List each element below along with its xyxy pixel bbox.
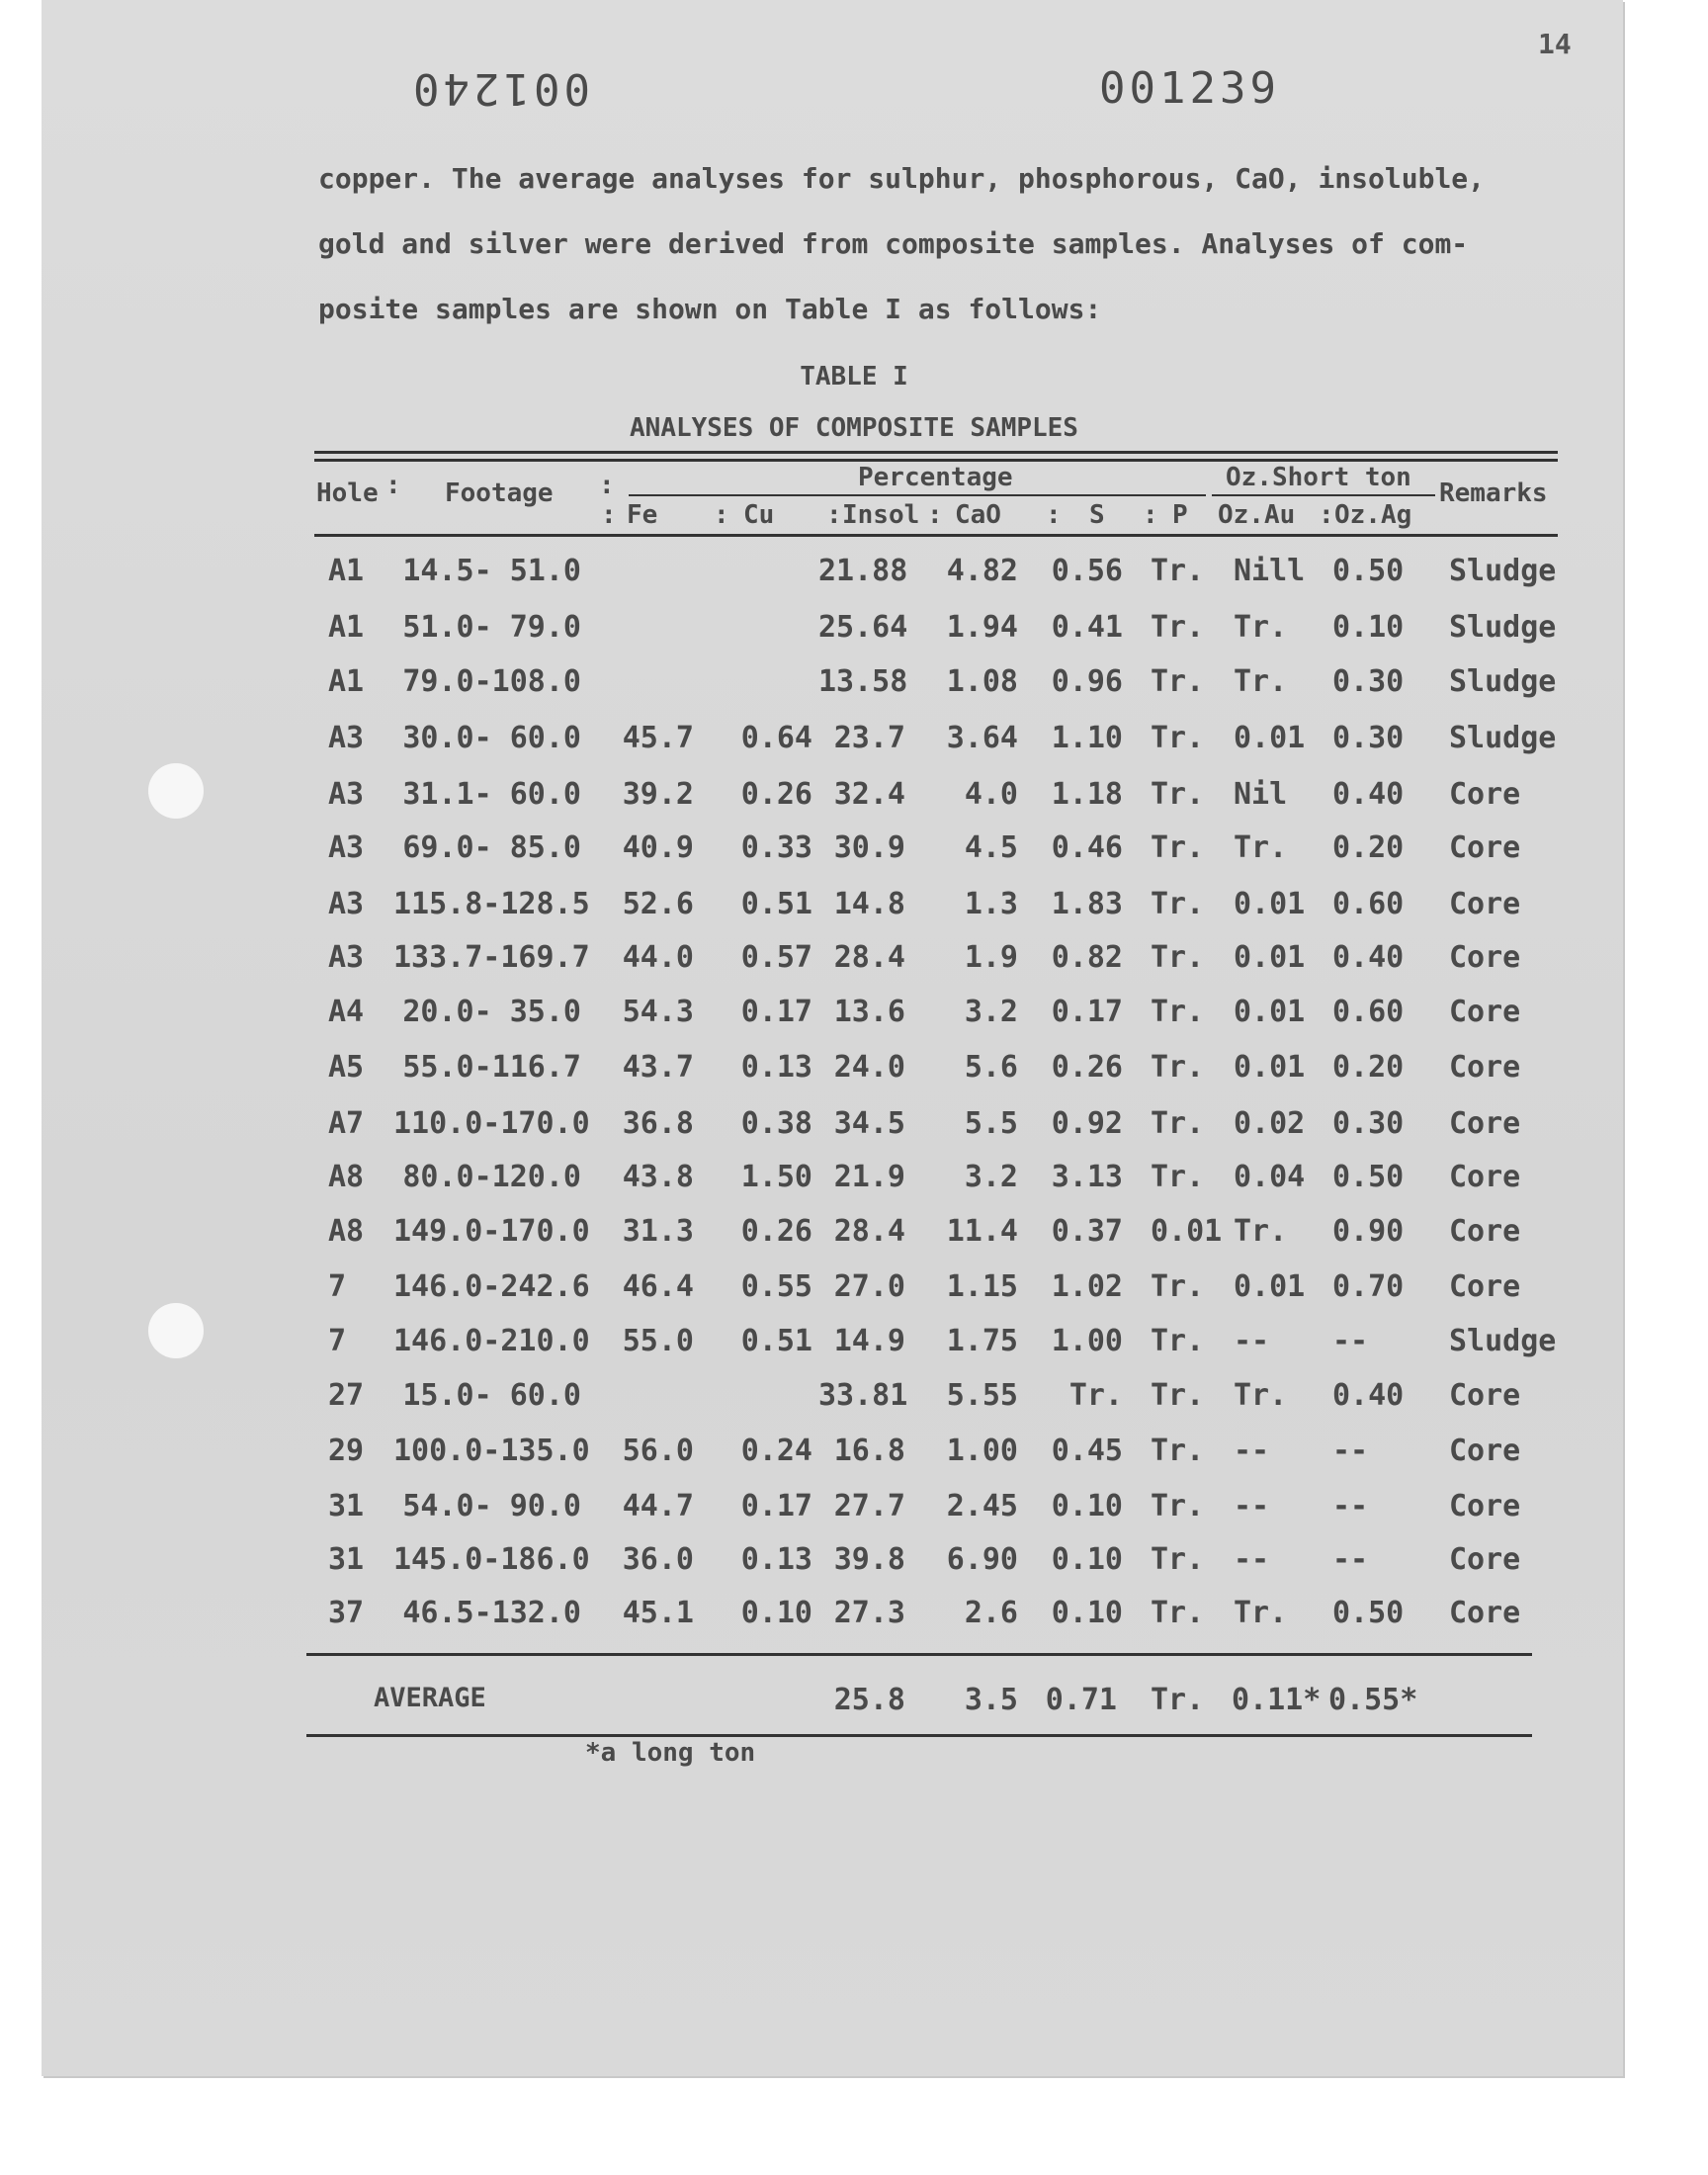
cell-footage: 79.0-108.0 (402, 664, 581, 699)
header-cu: Cu (743, 500, 775, 530)
cell-cu: 0.17 (740, 1489, 812, 1523)
cell-insol: 14.8 (833, 887, 905, 921)
cell-cao: 3.2 (964, 995, 1018, 1029)
cell-footage: 110.0-170.0 (393, 1106, 590, 1141)
cell-s: 0.92 (1051, 1106, 1123, 1141)
cell-p: Tr. (1151, 664, 1205, 699)
cell-remarks: Core (1449, 830, 1521, 865)
cell-oz-au: Nil (1234, 777, 1288, 812)
cell-oz-au: 0.01 (1234, 1269, 1306, 1304)
cell-cu: 0.13 (740, 1050, 812, 1085)
cell-s: 1.83 (1051, 887, 1123, 921)
cell-oz-au: Tr. (1234, 830, 1288, 865)
paragraph-line: posite samples are shown on Table I as follows: (318, 293, 1102, 325)
cell-fe: 36.0 (622, 1542, 694, 1577)
cell-remarks: Sludge (1449, 554, 1557, 588)
cell-p: Tr. (1151, 995, 1205, 1029)
cell-oz-ag: 0.30 (1332, 721, 1405, 755)
cell-p: Tr. (1151, 1050, 1205, 1085)
cell-oz-au: 0.01 (1234, 721, 1306, 755)
cell-cu: 0.51 (740, 1324, 812, 1358)
cell-cu: 0.57 (740, 940, 812, 975)
column-separator: : (1046, 500, 1062, 530)
column-separator: : (601, 500, 617, 530)
header-fe: Fe (627, 500, 658, 530)
cell-oz-ag: 0.60 (1332, 887, 1405, 921)
cell-insol: 16.8 (833, 1434, 905, 1468)
cell-remarks: Sludge (1449, 664, 1557, 699)
cell-remarks: Sludge (1449, 610, 1557, 645)
average-bottom-rule (306, 1734, 1532, 1737)
cell-oz-au: Tr. (1234, 1214, 1288, 1249)
header-oz-ag: Oz.Ag (1334, 500, 1412, 530)
cell-oz-ag: 0.30 (1332, 1106, 1405, 1141)
cell-insol: 28.4 (833, 940, 905, 975)
cell-remarks: Core (1449, 1214, 1521, 1249)
cell-footage: 115.8-128.5 (393, 887, 590, 921)
cell-fe: 44.7 (622, 1489, 694, 1523)
average-label: AVERAGE (374, 1683, 486, 1713)
cell-p: Tr. (1151, 940, 1205, 975)
cell-hole: A3 (328, 777, 365, 812)
cell-footage: 100.0-135.0 (393, 1434, 590, 1468)
cell-remarks: Core (1449, 1269, 1521, 1304)
header-s: S (1089, 500, 1105, 530)
cell-s: 3.13 (1051, 1160, 1123, 1194)
cell-insol: 39.8 (833, 1542, 905, 1577)
cell-hole: 29 (328, 1434, 365, 1468)
cell-remarks: Core (1449, 1489, 1521, 1523)
cell-cu: 0.17 (740, 995, 812, 1029)
cell-cao: 1.00 (946, 1434, 1018, 1468)
average-top-rule (306, 1653, 1532, 1656)
cell-footage: 69.0- 85.0 (402, 830, 581, 865)
cell-remarks: Core (1449, 1542, 1521, 1577)
cell-insol: 34.5 (833, 1106, 905, 1141)
cell-cu: 0.10 (740, 1596, 812, 1630)
cell-cao: 3.64 (946, 721, 1018, 755)
cell-cu: 0.51 (740, 887, 812, 921)
cell-cao: 2.45 (946, 1489, 1018, 1523)
header-p: P (1172, 500, 1188, 530)
cell-s: 0.46 (1051, 830, 1123, 865)
cell-fe: 56.0 (622, 1434, 694, 1468)
cell-cao: 5.5 (964, 1106, 1018, 1141)
cell-p: Tr. (1151, 1160, 1205, 1194)
cell-oz-ag: 0.70 (1332, 1269, 1405, 1304)
cell-oz-au: 0.01 (1234, 940, 1306, 975)
cell-cao: 1.75 (946, 1324, 1018, 1358)
table-title: TABLE I (800, 362, 908, 392)
cell-fe: 45.1 (622, 1596, 694, 1630)
cell-hole: A4 (328, 995, 365, 1029)
cell-p: Tr. (1151, 610, 1205, 645)
cell-insol: 25.64 (818, 610, 908, 645)
cell-p: Tr. (1151, 830, 1205, 865)
cell-footage: 145.0-186.0 (393, 1542, 590, 1577)
table-footnote: *a long ton (585, 1738, 756, 1768)
cell-fe: 43.7 (622, 1050, 694, 1085)
cell-footage: 46.5-132.0 (402, 1596, 581, 1630)
header-insol: Insol (842, 500, 920, 530)
cell-s: 0.26 (1051, 1050, 1123, 1085)
cell-oz-ag: 0.50 (1332, 1160, 1405, 1194)
cell-p: Tr. (1151, 777, 1205, 812)
cell-footage: 31.1- 60.0 (402, 777, 581, 812)
cell-cao: 1.9 (964, 940, 1018, 975)
cell-oz-ag: 0.50 (1332, 554, 1405, 588)
cell-insol: 30.9 (833, 830, 905, 865)
cell-insol: 27.3 (833, 1596, 905, 1630)
cell-p: Tr. (1151, 887, 1205, 921)
cell-oz-au: -- (1234, 1489, 1270, 1523)
cell-fe: 39.2 (622, 777, 694, 812)
cell-s: 0.96 (1051, 664, 1123, 699)
cell-oz-au: 0.02 (1234, 1106, 1306, 1141)
cell-insol: 13.6 (833, 995, 905, 1029)
cell-s: 1.00 (1051, 1324, 1123, 1358)
cell-fe: 31.3 (622, 1214, 694, 1249)
cell-oz-au: Tr. (1234, 664, 1288, 699)
cell-remarks: Core (1449, 1434, 1521, 1468)
cell-hole: A3 (328, 887, 365, 921)
cell-insol: 32.4 (833, 777, 905, 812)
cell-hole: 7 (328, 1269, 347, 1304)
cell-s: 0.56 (1051, 554, 1123, 588)
cell-s: 1.10 (1051, 721, 1123, 755)
cell-insol: 13.58 (818, 664, 908, 699)
cell-remarks: Core (1449, 1160, 1521, 1194)
cell-fe: 40.9 (622, 830, 694, 865)
cell-footage: 51.0- 79.0 (402, 610, 581, 645)
cell-cao: 11.4 (946, 1214, 1018, 1249)
column-separator: : (599, 471, 615, 500)
cell-footage: 146.0-242.6 (393, 1269, 590, 1304)
cell-fe: 54.3 (622, 995, 694, 1029)
cell-hole: A3 (328, 830, 365, 865)
cell-remarks: Sludge (1449, 1324, 1557, 1358)
cell-insol: 33.81 (818, 1378, 908, 1413)
cell-s: 1.18 (1051, 777, 1123, 812)
cell-fe: 43.8 (622, 1160, 694, 1194)
cell-cao: 4.82 (946, 554, 1018, 588)
table-top-rule (314, 459, 1558, 462)
cell-oz-ag: 0.40 (1332, 1378, 1405, 1413)
cell-cao: 1.15 (946, 1269, 1018, 1304)
cell-hole: A3 (328, 721, 365, 755)
header-hole: Hole (316, 478, 379, 508)
cell-oz-ag: 0.40 (1332, 777, 1405, 812)
cell-oz-au: -- (1234, 1434, 1270, 1468)
cell-footage: 55.0-116.7 (402, 1050, 581, 1085)
cell-remarks: Core (1449, 887, 1521, 921)
cell-hole: A8 (328, 1214, 365, 1249)
cell-s: 0.10 (1051, 1489, 1123, 1523)
stamp-number-left: 001240 (409, 63, 590, 114)
table-top-rule (314, 451, 1558, 454)
cell-footage: 146.0-210.0 (393, 1324, 590, 1358)
cell-s: 0.10 (1051, 1596, 1123, 1630)
oz-rule (1212, 494, 1435, 496)
cell-footage: 20.0- 35.0 (402, 995, 581, 1029)
cell-footage: 80.0-120.0 (402, 1160, 581, 1194)
header-oz-au: Oz.Au (1218, 500, 1296, 530)
cell-s: 1.02 (1051, 1269, 1123, 1304)
punch-hole (148, 1303, 204, 1358)
cell-cu: 0.64 (740, 721, 812, 755)
cell-hole: 7 (328, 1324, 347, 1358)
cell-oz-ag: 0.30 (1332, 664, 1405, 699)
cell-cao: 1.94 (946, 610, 1018, 645)
cell-hole: 31 (328, 1542, 365, 1577)
cell-s: Tr. (1068, 1378, 1123, 1413)
cell-cao: 4.5 (964, 830, 1018, 865)
cell-s: 0.41 (1051, 610, 1123, 645)
cell-oz-ag: -- (1332, 1434, 1369, 1468)
column-separator: : (1143, 500, 1158, 530)
cell-remarks: Core (1449, 1378, 1521, 1413)
cell-s: 0.17 (1051, 995, 1123, 1029)
column-separator: : (927, 500, 943, 530)
header-cao: CaO (955, 500, 1001, 530)
cell-cu: 0.33 (740, 830, 812, 865)
average-s: 0.71 (1045, 1683, 1117, 1717)
cell-oz-ag: 0.40 (1332, 940, 1405, 975)
cell-oz-ag: 0.50 (1332, 1596, 1405, 1630)
cell-oz-au: Nill (1234, 554, 1306, 588)
cell-footage: 133.7-169.7 (393, 940, 590, 975)
average-oz-ag: 0.55* (1328, 1683, 1418, 1717)
cell-oz-ag: 0.60 (1332, 995, 1405, 1029)
header-bottom-rule (314, 534, 1558, 537)
cell-remarks: Core (1449, 995, 1521, 1029)
cell-remarks: Sludge (1449, 721, 1557, 755)
cell-remarks: Core (1449, 1596, 1521, 1630)
cell-oz-ag: 0.20 (1332, 830, 1405, 865)
cell-s: 0.37 (1051, 1214, 1123, 1249)
cell-fe: 55.0 (622, 1324, 694, 1358)
cell-p: Tr. (1151, 1489, 1205, 1523)
cell-cao: 1.08 (946, 664, 1018, 699)
cell-cu: 0.26 (740, 1214, 812, 1249)
cell-p: Tr. (1151, 1324, 1205, 1358)
cell-fe: 45.7 (622, 721, 694, 755)
cell-hole: 27 (328, 1378, 365, 1413)
cell-cao: 4.0 (964, 777, 1018, 812)
column-separator: : (385, 471, 401, 500)
cell-fe: 46.4 (622, 1269, 694, 1304)
cell-oz-ag: -- (1332, 1324, 1369, 1358)
header-remarks: Remarks (1439, 478, 1548, 508)
cell-hole: A8 (328, 1160, 365, 1194)
cell-hole: A7 (328, 1106, 365, 1141)
average-p: Tr. (1151, 1683, 1205, 1717)
cell-oz-au: 0.01 (1234, 887, 1306, 921)
cell-hole: A1 (328, 610, 365, 645)
cell-insol: 27.7 (833, 1489, 905, 1523)
cell-oz-au: Tr. (1234, 1596, 1288, 1630)
percentage-rule (629, 494, 1206, 496)
cell-fe: 52.6 (622, 887, 694, 921)
cell-cao: 5.55 (946, 1378, 1018, 1413)
page-number: 14 (1538, 28, 1572, 60)
cell-remarks: Core (1449, 1050, 1521, 1085)
cell-cu: 0.13 (740, 1542, 812, 1577)
cell-footage: 54.0- 90.0 (402, 1489, 581, 1523)
cell-cao: 6.90 (946, 1542, 1018, 1577)
cell-cao: 1.3 (964, 887, 1018, 921)
cell-p: Tr. (1151, 1596, 1205, 1630)
cell-p: Tr. (1151, 1434, 1205, 1468)
cell-cao: 2.6 (964, 1596, 1018, 1630)
cell-oz-au: -- (1234, 1542, 1270, 1577)
cell-p: Tr. (1151, 721, 1205, 755)
cell-remarks: Core (1449, 940, 1521, 975)
cell-oz-au: Tr. (1234, 610, 1288, 645)
table-subtitle: ANALYSES OF COMPOSITE SAMPLES (630, 413, 1078, 443)
cell-fe: 36.8 (622, 1106, 694, 1141)
cell-remarks: Core (1449, 777, 1521, 812)
cell-s: 0.45 (1051, 1434, 1123, 1468)
cell-insol: 14.9 (833, 1324, 905, 1358)
cell-p: Tr. (1151, 1378, 1205, 1413)
cell-oz-ag: -- (1332, 1542, 1369, 1577)
cell-insol: 24.0 (833, 1050, 905, 1085)
cell-cu: 0.38 (740, 1106, 812, 1141)
cell-hole: A1 (328, 554, 365, 588)
cell-insol: 28.4 (833, 1214, 905, 1249)
header-percentage: Percentage (858, 463, 1013, 492)
average-oz-au: 0.11* (1232, 1683, 1322, 1717)
column-separator: : (826, 500, 842, 530)
cell-insol: 23.7 (833, 721, 905, 755)
cell-oz-au: Tr. (1234, 1378, 1288, 1413)
header-footage: Footage (445, 478, 554, 508)
cell-cu: 0.24 (740, 1434, 812, 1468)
stamp-number-right: 001239 (1099, 63, 1280, 114)
cell-s: 0.10 (1051, 1542, 1123, 1577)
cell-oz-ag: -- (1332, 1489, 1369, 1523)
cell-hole: A3 (328, 940, 365, 975)
cell-cu: 1.50 (740, 1160, 812, 1194)
cell-insol: 21.9 (833, 1160, 905, 1194)
cell-cao: 5.6 (964, 1050, 1018, 1085)
cell-fe: 44.0 (622, 940, 694, 975)
cell-oz-ag: 0.10 (1332, 610, 1405, 645)
cell-insol: 27.0 (833, 1269, 905, 1304)
paragraph-line: gold and silver were derived from composite samples. Analyses of com- (318, 227, 1469, 260)
cell-p: Tr. (1151, 554, 1205, 588)
cell-p: Tr. (1151, 1269, 1205, 1304)
column-separator: : (1319, 500, 1334, 530)
cell-oz-ag: 0.90 (1332, 1214, 1405, 1249)
cell-cu: 0.26 (740, 777, 812, 812)
cell-s: 0.82 (1051, 940, 1123, 975)
cell-hole: 31 (328, 1489, 365, 1523)
cell-p: Tr. (1151, 1106, 1205, 1141)
paragraph-line: copper. The average analyses for sulphur, phosphorous, CaO, insoluble, (318, 162, 1486, 195)
cell-footage: 14.5- 51.0 (402, 554, 581, 588)
cell-insol: 21.88 (818, 554, 908, 588)
cell-footage: 149.0-170.0 (393, 1214, 590, 1249)
cell-hole: A5 (328, 1050, 365, 1085)
punch-hole (148, 763, 204, 819)
cell-oz-au: 0.04 (1234, 1160, 1306, 1194)
cell-p: Tr. (1151, 1542, 1205, 1577)
cell-hole: A1 (328, 664, 365, 699)
cell-footage: 15.0- 60.0 (402, 1378, 581, 1413)
column-separator: : (714, 500, 729, 530)
cell-oz-ag: 0.20 (1332, 1050, 1405, 1085)
cell-oz-au: -- (1234, 1324, 1270, 1358)
cell-p: 0.01 (1151, 1214, 1223, 1249)
cell-remarks: Core (1449, 1106, 1521, 1141)
header-oz-short-ton: Oz.Short ton (1226, 463, 1411, 492)
cell-hole: 37 (328, 1596, 365, 1630)
cell-cu: 0.55 (740, 1269, 812, 1304)
cell-oz-au: 0.01 (1234, 995, 1306, 1029)
average-insol: 25.8 (833, 1683, 905, 1717)
cell-footage: 30.0- 60.0 (402, 721, 581, 755)
cell-cao: 3.2 (964, 1160, 1018, 1194)
average-cao: 3.5 (964, 1683, 1018, 1717)
cell-oz-au: 0.01 (1234, 1050, 1306, 1085)
